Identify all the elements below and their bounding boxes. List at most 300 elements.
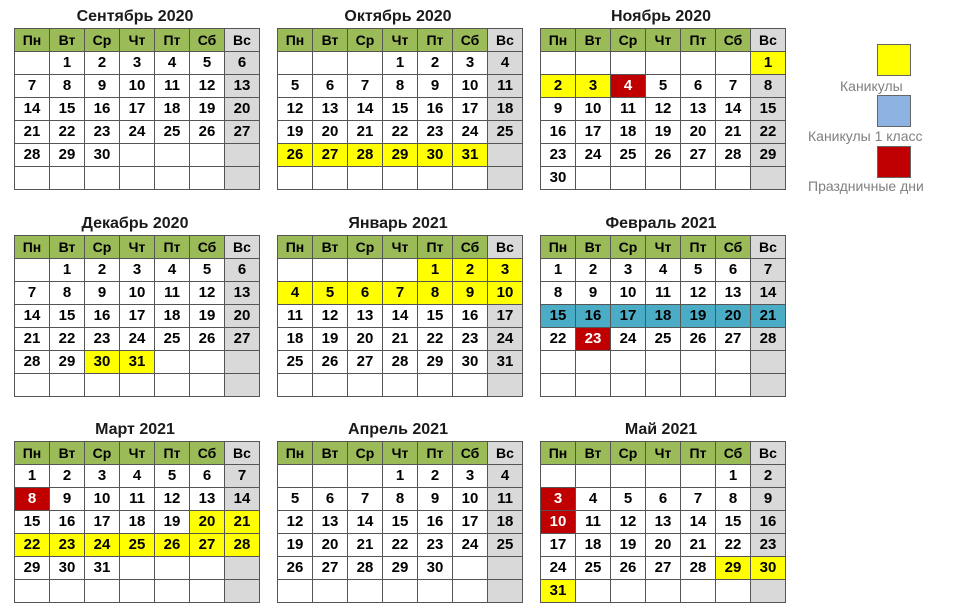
month-calendar (14, 6, 256, 190)
day-cell: 7 (348, 488, 383, 511)
day-cell: 27 (646, 557, 681, 580)
day-cell: 2 (85, 259, 120, 282)
empty-cell (278, 52, 313, 75)
day-cell: 21 (383, 328, 418, 351)
day-cell: 16 (85, 305, 120, 328)
week-row (541, 305, 786, 328)
day-cell: 20 (190, 511, 225, 534)
day-cell: 27 (225, 328, 260, 351)
week-row (541, 580, 786, 603)
day-cell: 18 (155, 305, 190, 328)
day-cell: 20 (225, 305, 260, 328)
day-cell: 14 (383, 305, 418, 328)
week-row (15, 580, 260, 603)
weekday-header: Вт (50, 442, 85, 465)
day-cell: 8 (541, 282, 576, 305)
empty-cell (155, 557, 190, 580)
empty-cell (225, 351, 260, 374)
empty-cell (611, 465, 646, 488)
day-cell: 27 (348, 351, 383, 374)
day-cell: 25 (155, 121, 190, 144)
day-cell: 2 (418, 465, 453, 488)
empty-cell (155, 580, 190, 603)
day-cell: 23 (50, 534, 85, 557)
empty-cell (50, 167, 85, 190)
month-calendar (277, 419, 519, 603)
day-cell: 25 (155, 328, 190, 351)
day-cell: 15 (50, 305, 85, 328)
weekday-header: Чт (120, 29, 155, 52)
empty-cell (348, 465, 383, 488)
week-row (541, 259, 786, 282)
day-cell: 2 (576, 259, 611, 282)
week-row (15, 488, 260, 511)
empty-cell (383, 167, 418, 190)
week-row (278, 465, 523, 488)
empty-cell (716, 374, 751, 397)
day-cell: 13 (348, 305, 383, 328)
empty-cell (751, 374, 786, 397)
day-cell: 9 (418, 75, 453, 98)
week-row (541, 488, 786, 511)
day-cell: 25 (488, 121, 523, 144)
day-cell: 5 (190, 259, 225, 282)
empty-cell (453, 580, 488, 603)
weekday-header: Ср (85, 236, 120, 259)
week-row (541, 465, 786, 488)
month-title: Сентябрь 2020 (76, 8, 194, 25)
day-cell: 6 (313, 488, 348, 511)
empty-cell (716, 580, 751, 603)
day-cell: 19 (190, 305, 225, 328)
day-cell: 28 (383, 351, 418, 374)
month-calendar (277, 6, 519, 190)
day-cell: 16 (418, 98, 453, 121)
weekday-header: Чт (646, 236, 681, 259)
legend-swatch-public-holidays (877, 146, 911, 178)
empty-cell (190, 557, 225, 580)
day-cell: 24 (120, 328, 155, 351)
day-cell: 26 (278, 557, 313, 580)
week-row (15, 167, 260, 190)
day-cell: 28 (348, 144, 383, 167)
month-grid (540, 441, 786, 603)
weekday-header: Вс (225, 442, 260, 465)
month-title: Май 2021 (624, 421, 698, 438)
day-cell: 10 (120, 75, 155, 98)
week-row (15, 259, 260, 282)
week-row (278, 259, 523, 282)
day-cell: 10 (453, 75, 488, 98)
day-cell: 27 (225, 121, 260, 144)
weekday-header: Вс (488, 442, 523, 465)
week-row (278, 488, 523, 511)
day-cell: 1 (50, 52, 85, 75)
empty-cell (190, 374, 225, 397)
day-cell: 18 (488, 98, 523, 121)
day-cell: 6 (190, 465, 225, 488)
weekday-header: Вт (50, 29, 85, 52)
legend-label-holidays: Каникулы (840, 78, 903, 94)
day-cell: 13 (681, 98, 716, 121)
day-cell: 29 (50, 351, 85, 374)
day-cell: 15 (418, 305, 453, 328)
empty-cell (488, 144, 523, 167)
week-row (15, 534, 260, 557)
day-cell: 12 (155, 488, 190, 511)
day-cell: 19 (313, 328, 348, 351)
day-cell: 20 (646, 534, 681, 557)
week-row (278, 511, 523, 534)
empty-cell (313, 580, 348, 603)
week-row (15, 121, 260, 144)
day-cell: 22 (50, 328, 85, 351)
week-row (278, 52, 523, 75)
week-row (541, 167, 786, 190)
weekday-header: Вс (225, 29, 260, 52)
empty-cell (15, 374, 50, 397)
empty-cell (576, 465, 611, 488)
empty-cell (716, 52, 751, 75)
day-cell: 8 (383, 75, 418, 98)
empty-cell (278, 259, 313, 282)
legend-label-first-grade-holidays: Каникулы 1 класс (808, 128, 923, 144)
month-title: Октябрь 2020 (344, 8, 452, 25)
weekday-header: Вс (488, 29, 523, 52)
weekday-header: Вт (576, 29, 611, 52)
day-cell: 17 (120, 98, 155, 121)
empty-cell (383, 259, 418, 282)
empty-cell (313, 374, 348, 397)
empty-cell (15, 52, 50, 75)
day-cell: 9 (85, 282, 120, 305)
weekday-header: Сб (453, 442, 488, 465)
empty-cell (611, 167, 646, 190)
month-grid (277, 441, 523, 603)
week-row (15, 351, 260, 374)
day-cell: 5 (278, 488, 313, 511)
empty-cell (50, 580, 85, 603)
empty-cell (383, 374, 418, 397)
day-cell: 20 (348, 328, 383, 351)
week-row (541, 121, 786, 144)
week-row (15, 511, 260, 534)
day-cell: 9 (85, 75, 120, 98)
day-cell: 22 (751, 121, 786, 144)
weekday-header-row (15, 29, 260, 52)
month-grid (277, 28, 523, 190)
empty-cell (541, 351, 576, 374)
day-cell: 21 (716, 121, 751, 144)
day-cell: 1 (15, 465, 50, 488)
empty-cell (611, 351, 646, 374)
day-cell: 11 (278, 305, 313, 328)
day-cell: 26 (190, 121, 225, 144)
day-cell: 8 (751, 75, 786, 98)
day-cell: 17 (85, 511, 120, 534)
week-row (278, 98, 523, 121)
empty-cell (541, 465, 576, 488)
day-cell: 27 (190, 534, 225, 557)
week-row (15, 75, 260, 98)
day-cell: 23 (418, 534, 453, 557)
day-cell: 12 (190, 75, 225, 98)
empty-cell (278, 465, 313, 488)
day-cell: 2 (751, 465, 786, 488)
empty-cell (278, 167, 313, 190)
day-cell: 13 (716, 282, 751, 305)
day-cell: 16 (541, 121, 576, 144)
weekday-header-row (541, 442, 786, 465)
week-row (541, 351, 786, 374)
day-cell: 3 (488, 259, 523, 282)
day-cell: 17 (453, 511, 488, 534)
day-cell: 30 (751, 557, 786, 580)
day-cell: 3 (453, 52, 488, 75)
day-cell: 31 (541, 580, 576, 603)
day-cell: 20 (716, 305, 751, 328)
weekday-header: Чт (383, 236, 418, 259)
day-cell: 15 (751, 98, 786, 121)
weekday-header: Вт (313, 236, 348, 259)
weekday-header: Пн (541, 442, 576, 465)
day-cell: 8 (383, 488, 418, 511)
day-cell: 23 (541, 144, 576, 167)
day-cell: 2 (50, 465, 85, 488)
day-cell: 22 (541, 328, 576, 351)
empty-cell (225, 167, 260, 190)
day-cell: 24 (453, 534, 488, 557)
weekday-header: Вт (50, 236, 85, 259)
empty-cell (453, 167, 488, 190)
empty-cell (646, 351, 681, 374)
day-cell: 29 (15, 557, 50, 580)
empty-cell (646, 167, 681, 190)
day-cell: 23 (453, 328, 488, 351)
day-cell: 26 (681, 328, 716, 351)
empty-cell (418, 167, 453, 190)
day-cell: 22 (15, 534, 50, 557)
day-cell: 31 (120, 351, 155, 374)
empty-cell (576, 374, 611, 397)
day-cell: 15 (50, 98, 85, 121)
day-cell: 23 (85, 121, 120, 144)
day-cell: 4 (120, 465, 155, 488)
week-row (541, 534, 786, 557)
empty-cell (681, 580, 716, 603)
day-cell: 17 (576, 121, 611, 144)
day-cell: 19 (611, 534, 646, 557)
day-cell: 5 (313, 282, 348, 305)
weekday-header: Чт (383, 29, 418, 52)
day-cell: 30 (85, 144, 120, 167)
empty-cell (155, 351, 190, 374)
day-cell: 2 (85, 52, 120, 75)
day-cell: 23 (576, 328, 611, 351)
empty-cell (225, 144, 260, 167)
day-cell: 16 (751, 511, 786, 534)
weekday-header: Сб (716, 29, 751, 52)
day-cell: 31 (453, 144, 488, 167)
day-cell: 23 (418, 121, 453, 144)
day-cell: 5 (278, 75, 313, 98)
week-row (278, 534, 523, 557)
day-cell: 18 (576, 534, 611, 557)
week-row (278, 121, 523, 144)
week-row (15, 328, 260, 351)
day-cell: 13 (313, 511, 348, 534)
empty-cell (313, 259, 348, 282)
day-cell: 16 (453, 305, 488, 328)
day-cell: 5 (155, 465, 190, 488)
weekday-header: Сб (190, 29, 225, 52)
empty-cell (155, 144, 190, 167)
weekday-header: Сб (453, 29, 488, 52)
day-cell: 29 (383, 144, 418, 167)
day-cell: 6 (225, 259, 260, 282)
day-cell: 3 (541, 488, 576, 511)
week-row (278, 75, 523, 98)
day-cell: 3 (120, 259, 155, 282)
empty-cell (120, 557, 155, 580)
weekday-header: Пт (681, 442, 716, 465)
day-cell: 21 (751, 305, 786, 328)
day-cell: 7 (681, 488, 716, 511)
day-cell: 7 (716, 75, 751, 98)
day-cell: 10 (576, 98, 611, 121)
day-cell: 12 (646, 98, 681, 121)
empty-cell (120, 167, 155, 190)
weekday-header: Сб (716, 442, 751, 465)
weekday-header: Вс (225, 236, 260, 259)
day-cell: 2 (541, 75, 576, 98)
day-cell: 18 (611, 121, 646, 144)
day-cell: 8 (716, 488, 751, 511)
empty-cell (313, 52, 348, 75)
day-cell: 8 (418, 282, 453, 305)
month-grid (277, 235, 523, 397)
month-title: Февраль 2021 (605, 215, 717, 232)
empty-cell (646, 465, 681, 488)
day-cell: 30 (541, 167, 576, 190)
day-cell: 14 (15, 98, 50, 121)
day-cell: 10 (120, 282, 155, 305)
day-cell: 20 (225, 98, 260, 121)
day-cell: 4 (155, 52, 190, 75)
empty-cell (50, 374, 85, 397)
day-cell: 20 (681, 121, 716, 144)
day-cell: 16 (418, 511, 453, 534)
day-cell: 2 (453, 259, 488, 282)
day-cell: 5 (681, 259, 716, 282)
weekday-header-row (541, 29, 786, 52)
week-row (541, 282, 786, 305)
weekday-header: Пн (278, 236, 313, 259)
weekday-header: Пн (15, 29, 50, 52)
week-row (278, 305, 523, 328)
weekday-header: Сб (190, 442, 225, 465)
weekday-header: Чт (120, 236, 155, 259)
empty-cell (225, 557, 260, 580)
day-cell: 4 (646, 259, 681, 282)
empty-cell (313, 465, 348, 488)
day-cell: 20 (313, 534, 348, 557)
day-cell: 18 (646, 305, 681, 328)
day-cell: 1 (50, 259, 85, 282)
day-cell: 4 (611, 75, 646, 98)
empty-cell (278, 580, 313, 603)
empty-cell (155, 374, 190, 397)
empty-cell (348, 52, 383, 75)
day-cell: 6 (646, 488, 681, 511)
weekday-header: Пт (418, 236, 453, 259)
weekday-header: Пн (278, 442, 313, 465)
day-cell: 22 (383, 121, 418, 144)
empty-cell (646, 52, 681, 75)
empty-cell (225, 580, 260, 603)
day-cell: 9 (541, 98, 576, 121)
weekday-header: Чт (120, 442, 155, 465)
day-cell: 17 (120, 305, 155, 328)
day-cell: 14 (716, 98, 751, 121)
day-cell: 9 (418, 488, 453, 511)
weekday-header: Пт (155, 442, 190, 465)
day-cell: 25 (576, 557, 611, 580)
week-row (541, 52, 786, 75)
day-cell: 9 (50, 488, 85, 511)
weekday-header: Чт (646, 442, 681, 465)
day-cell: 7 (348, 75, 383, 98)
day-cell: 10 (611, 282, 646, 305)
day-cell: 26 (646, 144, 681, 167)
month-grid (14, 28, 260, 190)
empty-cell (681, 167, 716, 190)
day-cell: 23 (751, 534, 786, 557)
weekday-header: Чт (383, 442, 418, 465)
weekday-header-row (278, 442, 523, 465)
weekday-header: Пн (15, 442, 50, 465)
day-cell: 21 (681, 534, 716, 557)
day-cell: 26 (155, 534, 190, 557)
day-cell: 12 (313, 305, 348, 328)
month-calendar (540, 6, 782, 190)
day-cell: 7 (751, 259, 786, 282)
week-row (15, 282, 260, 305)
empty-cell (488, 580, 523, 603)
day-cell: 27 (716, 328, 751, 351)
day-cell: 9 (453, 282, 488, 305)
day-cell: 11 (155, 282, 190, 305)
empty-cell (348, 259, 383, 282)
day-cell: 26 (278, 144, 313, 167)
day-cell: 12 (681, 282, 716, 305)
empty-cell (453, 374, 488, 397)
empty-cell (611, 52, 646, 75)
day-cell: 17 (453, 98, 488, 121)
empty-cell (681, 374, 716, 397)
month-calendar (540, 213, 782, 397)
day-cell: 21 (15, 328, 50, 351)
month-title: Апрель 2021 (348, 421, 448, 438)
empty-cell (120, 144, 155, 167)
week-row (278, 374, 523, 397)
day-cell: 3 (120, 52, 155, 75)
day-cell: 29 (418, 351, 453, 374)
day-cell: 19 (278, 121, 313, 144)
empty-cell (488, 167, 523, 190)
day-cell: 7 (383, 282, 418, 305)
day-cell: 14 (751, 282, 786, 305)
